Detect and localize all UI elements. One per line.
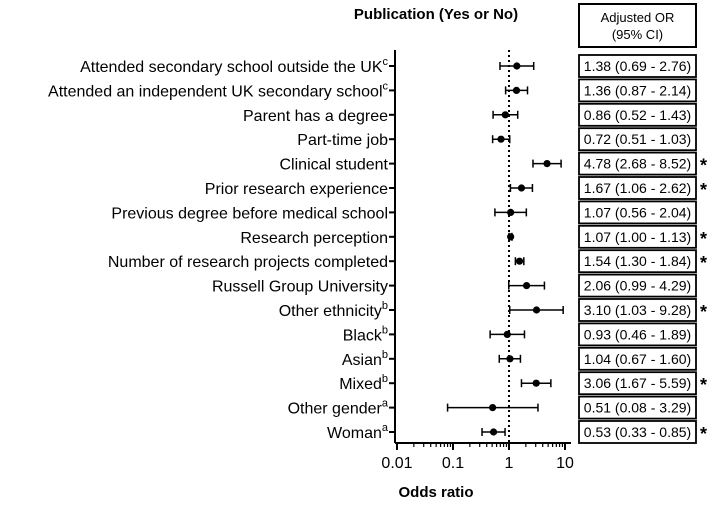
or-value-text: 0.51 (0.08 - 3.29) bbox=[583, 399, 692, 416]
or-point bbox=[507, 209, 514, 216]
or-header-box bbox=[579, 4, 696, 47]
or-value-text: 1.67 (1.06 - 2.62) bbox=[583, 180, 692, 196]
row-label: Parent has a degree bbox=[243, 107, 388, 125]
or-value-text: 3.10 (1.03 - 9.28) bbox=[583, 302, 692, 318]
row-label: Other ethnicity$^b$ bbox=[278, 300, 388, 320]
significance-star: * bbox=[700, 155, 708, 176]
or-value-text: 0.72 (0.51 - 1.03) bbox=[583, 131, 692, 148]
or-value-text: 1.07 (0.56 - 2.04) bbox=[583, 204, 692, 221]
or-header-line1: Adjusted OR bbox=[600, 10, 675, 25]
significance-star: * bbox=[700, 375, 708, 396]
or-point bbox=[502, 111, 509, 118]
row-label: Attended an independent UK secondary school$^c$ bbox=[48, 80, 388, 101]
x-tick-label: 0.01 bbox=[381, 455, 413, 472]
or-value-text: 1.07 (1.00 - 1.13) bbox=[583, 228, 692, 245]
x-axis-label: Odds ratio bbox=[398, 484, 474, 501]
row-label: Part-time job bbox=[297, 132, 388, 150]
row-label: Research perception bbox=[240, 229, 388, 247]
plot-title: Publication (Yes or No) bbox=[353, 6, 519, 23]
x-tick-label: 0.1 bbox=[441, 455, 465, 472]
or-value-text: 0.53 (0.33 - 0.85) bbox=[583, 424, 692, 440]
or-point bbox=[504, 331, 511, 338]
row-label: Prior research experience bbox=[204, 181, 388, 198]
or-value-text: 1.36 (0.87 - 2.14) bbox=[583, 82, 692, 99]
or-value-text: 3.06 (1.67 - 5.59) bbox=[583, 375, 692, 392]
or-point bbox=[533, 380, 540, 387]
or-value-text: 1.04 (0.67 - 1.60) bbox=[583, 350, 692, 367]
row-label: Asian$^b$ bbox=[341, 348, 388, 369]
row-label: Number of research projects completed bbox=[107, 254, 388, 272]
or-value-text: 4.78 (2.68 - 8.52) bbox=[583, 155, 692, 172]
significance-star: * bbox=[700, 253, 708, 274]
or-point bbox=[506, 355, 513, 362]
significance-star: * bbox=[700, 424, 708, 444]
or-point bbox=[533, 306, 540, 313]
or-value-text: 2.06 (0.99 - 4.29) bbox=[583, 277, 692, 294]
or-point bbox=[507, 233, 514, 240]
or-point bbox=[513, 62, 520, 69]
or-value-text: 1.54 (1.30 - 1.84) bbox=[583, 253, 692, 270]
row-label: Russell Group University bbox=[211, 278, 388, 296]
row-label: Clinical student bbox=[279, 156, 388, 174]
row-label: Woman$^a$ bbox=[327, 422, 388, 442]
or-point bbox=[490, 428, 497, 435]
or-header-line2: (95% CI) bbox=[611, 27, 664, 42]
or-point bbox=[489, 404, 496, 411]
significance-star: * bbox=[700, 228, 708, 249]
row-label: Other gender$^a$ bbox=[287, 397, 388, 418]
significance-star: * bbox=[700, 180, 708, 200]
or-point bbox=[523, 282, 530, 289]
or-point bbox=[543, 160, 550, 167]
or-point bbox=[518, 184, 525, 191]
or-value-text: 1.38 (0.69 - 2.76) bbox=[583, 58, 692, 74]
or-value-text: 0.93 (0.46 - 1.89) bbox=[583, 326, 692, 343]
or-value-text: 0.86 (0.52 - 1.43) bbox=[583, 106, 692, 123]
or-point bbox=[513, 87, 520, 94]
x-tick-label: 10 bbox=[556, 455, 574, 472]
significance-star: * bbox=[700, 302, 708, 322]
row-label: Mixed$^b$ bbox=[339, 373, 388, 394]
x-tick-label: 1 bbox=[504, 455, 514, 472]
or-point bbox=[497, 136, 504, 143]
or-point bbox=[516, 258, 523, 265]
row-label: Previous degree before medical school bbox=[111, 205, 388, 223]
row-label: Attended secondary school outside the $UK^c$ bbox=[80, 56, 388, 76]
row-label: Black$^b$ bbox=[342, 324, 388, 345]
